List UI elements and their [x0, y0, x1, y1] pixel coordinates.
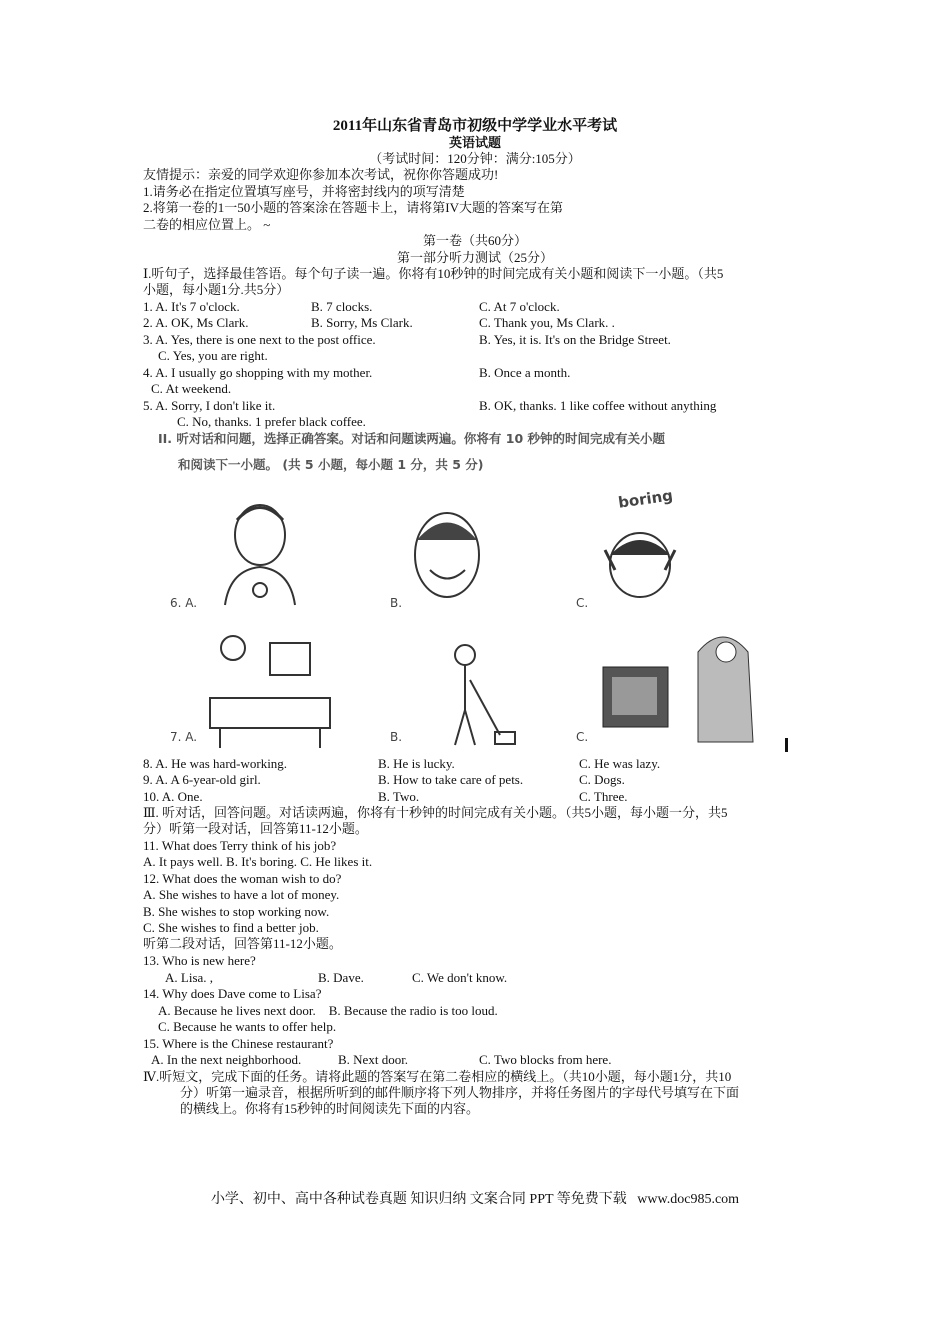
question-option: 10. A. One. [143, 789, 203, 804]
part-heading: 第一部分听力测试（25分） [396, 250, 553, 265]
question-option: B. Once a month. [479, 365, 571, 380]
section-instruction: 小题，每小题1分.共5分） [143, 282, 290, 297]
section-instruction: Ⅰ.听句子，选择最佳答语。每个句子读一遍。你将有10秒钟的时间完成有关小题和阅读下一小题。（共5 [143, 266, 724, 281]
picture-label: 6. A. [170, 596, 198, 610]
question-option: B. He is lucky. [378, 756, 455, 771]
man-talking-picture [215, 495, 305, 610]
section-instruction: 和阅读下一小题。 (共 5 小题，每小题 1 分，共 5 分) [178, 457, 484, 472]
section-instruction: 分）听第一段对话，回答第11-12小题。 [143, 821, 368, 836]
section-instruction: 分）听第一遍录音，根据所听到的邮件顺序将下列人物排序，并将任务图片的字母代号填写在下面 [180, 1085, 740, 1100]
picture-label: C. [576, 596, 589, 610]
exam-title: 2011年山东省青岛市初级中学学业水平考试 [332, 118, 618, 134]
question-option: A. In the next neighborhood. [151, 1052, 302, 1067]
question-text: 15. Where is the Chinese restaurant? [143, 1036, 334, 1051]
exam-time: （考试时间：120分钟：满分:105分） [369, 151, 581, 166]
tip-line: 二卷的相应位置上。 ~ [143, 217, 271, 232]
question-option: B. Sorry, Ms Clark. [311, 315, 413, 330]
bored-boy-picture [595, 520, 685, 605]
section-instruction: Ⅲ. 听对话，回答问题。对话读两遍，你将有十秒钟的时间完成有关小题。（共5小题，每小题一分，共5 [143, 805, 728, 820]
section-instruction: 听第二段对话，回答第11-12小题。 [143, 936, 342, 951]
question-option: 4. A. I usually go shopping with my mother. [143, 365, 373, 380]
tip-line: 1.请务必在指定位置填写座号，并将密封线内的项写清楚 [143, 184, 465, 199]
question-text: 14. Why does Dave come to Lisa? [143, 986, 322, 1001]
question-option: C. Two blocks from here. [479, 1052, 612, 1067]
question-option: B. Two. [378, 789, 420, 804]
tip-line: 2.将第一卷的1一50小题的答案涂在答题卡上，请将第IV大题的答案写在第 [143, 200, 563, 215]
question-text: 11. What does Terry think of his job? [143, 838, 337, 853]
question-option: 1. A. It's 7 o'clock. [143, 299, 240, 314]
question-option: 5. A. Sorry, I don't like it. [143, 398, 276, 413]
question-option: C. Thank you, Ms Clark. . [479, 315, 615, 330]
picture-label: B. [390, 730, 403, 744]
question-option: 9. A. A 6-year-old girl. [143, 772, 261, 787]
question-option: B. Yes, it is. It's on the Bridge Street. [479, 332, 671, 347]
woman-at-computer-picture [205, 628, 335, 750]
question-option: C. No, thanks. 1 prefer black coffee. [177, 414, 366, 429]
question-option: A. Because he lives next door. B. Because the radio is too loud. [158, 1003, 498, 1018]
woman-vacuuming-picture [440, 640, 520, 748]
woman-watching-tv-picture [598, 622, 768, 747]
boring-text: boring [617, 486, 674, 512]
question-option: A. Lisa. , [165, 970, 214, 985]
question-option: B. 7 clocks. [311, 299, 373, 314]
exam-subtitle: 英语试题 [448, 135, 501, 150]
volume-heading: 第一卷（共60分） [422, 233, 527, 248]
question-option: A. She wishes to have a lot of money. [143, 887, 340, 902]
question-option: C. Dogs. [579, 772, 625, 787]
question-option: 2. A. OK, Ms Clark. [143, 315, 249, 330]
question-option: C. She wishes to find a better job. [143, 920, 319, 935]
page-footer: 小学、初中、高中各种试卷真题 知识归纳 文案合同 PPT 等免费下载 www.doc985.com [210, 1192, 740, 1207]
picture-label: B. [390, 596, 403, 610]
question-option: 8. A. He was hard-working. [143, 756, 288, 771]
section-instruction: 的横线上。你将有15秒钟的时间阅读先下面的内容。 [180, 1101, 480, 1116]
question-option: B. How to take care of pets. [378, 772, 524, 787]
question-option: C. He was lazy. [579, 756, 661, 771]
question-option: B. Dave. [318, 970, 364, 985]
question-option: C. At 7 o'clock. [479, 299, 560, 314]
question-option: B. Next door. [338, 1052, 409, 1067]
question-option: B. OK, thanks. 1 like coffee without anything [479, 398, 717, 413]
section-instruction: Ⅳ.听短文，完成下面的任务。请将此题的答案写在第二卷相应的横线上。（共10小题，每小题1分，共10 [143, 1069, 732, 1084]
question-option: A. It pays well. B. It's boring. C. He likes it. [143, 854, 373, 869]
question-option: B. She wishes to stop working now. [143, 904, 330, 919]
text-cursor-mark [785, 738, 788, 752]
picture-label: 7. A. [170, 730, 198, 744]
question-option: C. We don't know. [412, 970, 508, 985]
question-option: 3. A. Yes, there is one next to the post office. [143, 332, 376, 347]
question-text: 12. What does the woman wish to do? [143, 871, 342, 886]
question-option: C. At weekend. [151, 381, 232, 396]
tip-line: 友情提示：亲爱的同学欢迎你参加本次考试，祝你你答题成功! [143, 167, 499, 182]
smiling-man-picture [405, 505, 490, 605]
question-text: 13. Who is new here? [143, 953, 256, 968]
picture-label: C. [576, 730, 589, 744]
section-instruction: II. 听对话和问题，选择正确答案。对话和问题读两遍。你将有 10 秒钟的时间完成有关小题 [158, 431, 666, 446]
question-option: C. Because he wants to offer help. [158, 1019, 337, 1034]
question-option: C. Yes, you are right. [158, 348, 268, 363]
question-option: C. Three. [579, 789, 628, 804]
